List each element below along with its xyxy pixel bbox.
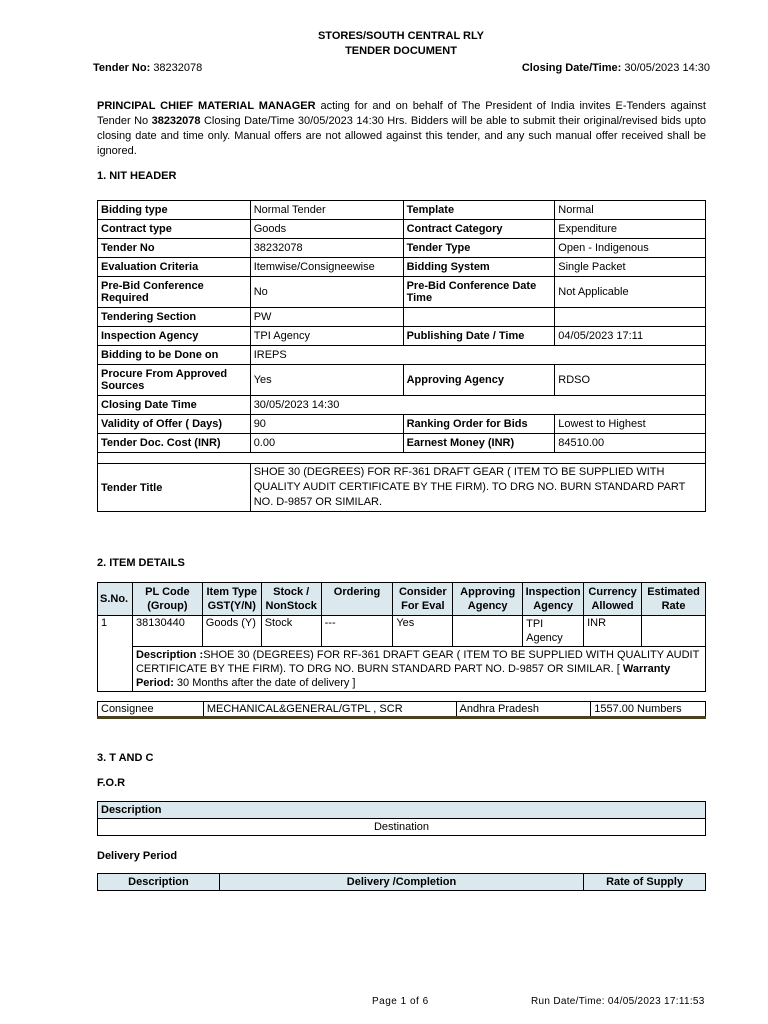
- col-header: Stock / NonStock: [261, 583, 321, 616]
- table-row: [98, 365, 706, 396]
- nit-value: Goods: [250, 220, 403, 239]
- nit-label: Closing Date Time: [98, 396, 251, 415]
- table-row: [98, 327, 706, 346]
- table-row: [98, 239, 706, 258]
- delivery-table: [97, 873, 706, 891]
- nit-value: Expenditure: [555, 220, 706, 239]
- nit-label: Template: [403, 201, 555, 220]
- table-row: [98, 434, 706, 453]
- nit-value: Normal: [555, 201, 706, 220]
- col-header: Ordering: [321, 583, 393, 616]
- item-cell: [642, 616, 706, 647]
- tender-title-value: SHOE 30 (DEGREES) FOR RF-361 DRAFT GEAR ( ITEM TO BE SUPPLIED WITH QUALITY AUDIT CERTIFICATE BY THE FIRM). TO DRG NO. BURN STANDARD PART NO. D-9857 OR SIMILAR.: [250, 464, 705, 512]
- table-row: [98, 453, 706, 464]
- nit-label: Bidding to be Done on: [98, 346, 251, 365]
- nit-label: Bidding System: [403, 258, 555, 277]
- nit-spacer-row: [98, 453, 706, 464]
- col-header: Inspection Agency: [523, 583, 584, 616]
- col-header: Item Type GST(Y/N): [202, 583, 261, 616]
- items-header-row: [98, 583, 706, 616]
- nit-label: Pre-Bid Conference Required: [98, 277, 251, 308]
- nit-label: Ranking Order for Bids: [403, 415, 555, 434]
- nit-value: 0.00: [250, 434, 403, 453]
- nit-value: No: [250, 277, 403, 308]
- table-row: [98, 220, 706, 239]
- tc-heading: 3. T AND C: [97, 752, 154, 764]
- nit-value: 84510.00: [555, 434, 706, 453]
- col-header: S.No.: [98, 583, 133, 616]
- for-value: Destination: [98, 819, 706, 836]
- items-heading: 2. ITEM DETAILS: [97, 557, 185, 569]
- table-row: [98, 874, 706, 891]
- page-number: Page 1 of 6: [372, 996, 429, 1007]
- nit-label: Validity of Offer ( Days): [98, 415, 251, 434]
- item-cell: INR: [584, 616, 642, 647]
- item-cell: Goods (Y): [202, 616, 261, 647]
- nit-label: Evaluation Criteria: [98, 258, 251, 277]
- nit-value: 04/05/2023 17:11: [555, 327, 706, 346]
- consignee-state: Andhra Pradesh: [456, 702, 591, 718]
- nit-value: Yes: [250, 365, 403, 396]
- item-cell: 38130440: [132, 616, 202, 647]
- intro-paragraph: [97, 99, 706, 159]
- nit-value: Itemwise/Consigneewise: [250, 258, 403, 277]
- nit-label: Tender Doc. Cost (INR): [98, 434, 251, 453]
- nit-value: Normal Tender: [250, 201, 403, 220]
- description-label: Description :: [135, 649, 204, 661]
- table-row: [98, 277, 706, 308]
- nit-label: Publishing Date / Time: [403, 327, 555, 346]
- tender-no-header: [93, 62, 202, 74]
- nit-heading: 1. NIT HEADER: [97, 170, 177, 182]
- table-row: [98, 396, 706, 415]
- nit-value: IREPS: [250, 346, 705, 365]
- col-header: Consider For Eval: [393, 583, 453, 616]
- nit-value: PW: [250, 308, 403, 327]
- col-header: Delivery /Completion: [219, 874, 583, 891]
- closing-header: [522, 62, 710, 74]
- nit-label: Inspection Agency: [98, 327, 251, 346]
- nit-value: Open - Indigenous: [555, 239, 706, 258]
- intro-text-1: acting for and on behalf of The President of India invites E-Tenders against Tender No: [97, 100, 706, 127]
- consignee-label: Consignee: [98, 702, 204, 718]
- nit-value: RDSO: [555, 365, 706, 396]
- item-cell: ---: [321, 616, 393, 647]
- tender-title-label: Tender Title: [98, 464, 251, 512]
- for-col-header: Description: [98, 802, 706, 819]
- tender-no-value: 38232078: [153, 62, 203, 74]
- nit-value: Single Packet: [555, 258, 706, 277]
- col-header: Description: [98, 874, 220, 891]
- table-row: [98, 258, 706, 277]
- nit-value: Not Applicable: [555, 277, 706, 308]
- nit-value: Lowest to Highest: [555, 415, 706, 434]
- table-row: [98, 346, 706, 365]
- table-row: [98, 201, 706, 220]
- table-row: [98, 464, 706, 512]
- org-title: STORES/SOUTH CENTRAL RLY: [317, 30, 485, 42]
- document-title: TENDER DOCUMENT: [345, 45, 457, 57]
- intro-authority: PRINCIPAL CHIEF MATERIAL MANAGER: [97, 100, 316, 112]
- item-description: [132, 647, 705, 692]
- col-header: Approving Agency: [453, 583, 523, 616]
- for-heading: F.O.R: [97, 777, 126, 789]
- table-row: [98, 819, 706, 836]
- col-header: Currency Allowed: [584, 583, 642, 616]
- table-row: [98, 802, 706, 819]
- nit-empty: [403, 308, 555, 327]
- intro-text-2: Closing Date/Time 30/05/2023 14:30 Hrs. Bidders will be able to submit their original/revised bids upto closing date and time only. Manual offers are not allowed against this tender, and any such manual offer received shall be ignored.: [97, 115, 706, 157]
- item-cell: TPI Agency: [523, 616, 584, 647]
- table-row: [98, 647, 706, 692]
- table-row: [98, 616, 706, 647]
- table-row: [98, 308, 706, 327]
- closing-value: 30/05/2023 14:30: [624, 62, 710, 74]
- nit-label: Tendering Section: [98, 308, 251, 327]
- description-text: SHOE 30 (DEGREES) FOR RF-361 DRAFT GEAR ( ITEM TO BE SUPPLIED WITH QUALITY AUDIT CERTIFICATE BY THE FIRM). TO DRG NO. BURN STANDARD PART NO. D-9857 OR SIMILAR. [: [135, 649, 700, 675]
- item-cell: 1: [98, 616, 133, 692]
- consignee-quantity: 1557.00 Numbers: [591, 702, 706, 718]
- nit-label: Earnest Money (INR): [403, 434, 555, 453]
- item-cell: [453, 616, 523, 647]
- warranty-label: Warranty Period:: [135, 663, 671, 689]
- run-date: Run Date/Time: 04/05/2023 17:11:53: [531, 996, 705, 1007]
- nit-label: Approving Agency: [403, 365, 555, 396]
- items-table: [97, 582, 706, 692]
- col-header: Estimated Rate: [642, 583, 706, 616]
- table-row: [98, 702, 706, 718]
- col-header: Rate of Supply: [584, 874, 706, 891]
- nit-label: Tender No: [98, 239, 251, 258]
- nit-value: 90: [250, 415, 403, 434]
- intro-tender-no: 38232078: [151, 115, 201, 127]
- nit-value: 38232078: [250, 239, 403, 258]
- nit-label: Bidding type: [98, 201, 251, 220]
- nit-label: Contract type: [98, 220, 251, 239]
- nit-label: Contract Category: [403, 220, 555, 239]
- nit-value: TPI Agency: [250, 327, 403, 346]
- warranty-text: 30 Months after the date of delivery ]: [173, 677, 356, 689]
- item-cell: Stock: [261, 616, 321, 647]
- nit-table: [97, 200, 706, 512]
- table-row: [98, 415, 706, 434]
- nit-empty: [555, 308, 706, 327]
- nit-value: 30/05/2023 14:30: [250, 396, 705, 415]
- nit-label: Procure From Approved Sources: [98, 365, 251, 396]
- closing-label: Closing Date/Time:: [521, 62, 622, 74]
- for-table: [97, 801, 706, 836]
- consignee-table: [97, 701, 706, 719]
- delivery-heading: Delivery Period: [97, 850, 178, 862]
- col-header: PL Code (Group): [132, 583, 202, 616]
- consignee-name: MECHANICAL&GENERAL/GTPL , SCR: [203, 702, 456, 718]
- item-cell: Yes: [393, 616, 453, 647]
- nit-label: Pre-Bid Conference Date Time: [403, 277, 555, 308]
- tender-no-label: Tender No:: [93, 62, 151, 74]
- nit-label: Tender Type: [403, 239, 555, 258]
